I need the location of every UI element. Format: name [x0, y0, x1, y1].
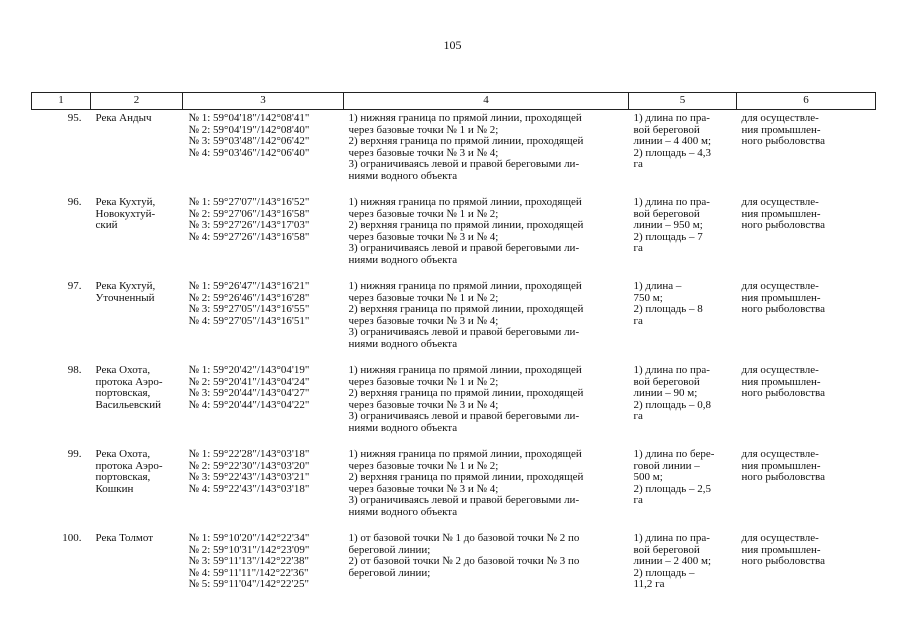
- base-point-coordinates-line: № 3: 59°22'43"/143°03'21": [188, 471, 310, 484]
- column-number-header-row: [32, 93, 876, 110]
- area-boundaries-cell: [344, 194, 629, 278]
- water-body-name-line: Новокухтуй-: [95, 207, 156, 220]
- base-point-coordinates-line: № 2: 59°26'46"/143°16'28": [188, 291, 310, 304]
- area-boundaries-line: ниями водного объекта: [348, 421, 458, 434]
- table-row: [32, 194, 876, 278]
- area-size-line: 1) длина по пра-: [633, 532, 710, 544]
- water-body-name-cell: [91, 194, 183, 278]
- column-header: 5: [629, 93, 737, 110]
- area-size-line: 2) площадь – 0,8: [633, 398, 712, 411]
- fishing-areas-table: [31, 92, 876, 623]
- area-boundaries-line: береговой линии;: [348, 566, 431, 579]
- base-point-coordinates-cell: [183, 278, 344, 362]
- base-point-coordinates-line: № 4: 59°22'43"/143°03'18": [188, 482, 310, 495]
- table-row: [32, 110, 876, 195]
- area-purpose-line: для осуществле-: [741, 532, 819, 544]
- base-point-coordinates-cell: [183, 530, 344, 623]
- water-body-name-line: Река Кухтуй,: [95, 196, 156, 208]
- water-body-name-line: ский: [95, 219, 118, 232]
- row-number: 98.: [67, 364, 82, 376]
- area-boundaries-line: 1) нижняя граница по прямой линии, проходящей: [348, 280, 582, 292]
- water-body-name-cell: [91, 530, 183, 623]
- water-body-name-line: Река Андыч: [95, 112, 152, 124]
- area-purpose-line: ного рыболовства: [741, 555, 825, 568]
- area-boundaries-line: через базовые точки № 1 и № 2;: [348, 291, 499, 304]
- table-row: [32, 278, 876, 362]
- water-body-name-line: Река Толмот: [95, 532, 154, 544]
- area-purpose-cell: [737, 362, 876, 446]
- area-purpose-line: ния промышлен-: [741, 375, 821, 388]
- column-header: 2: [91, 93, 183, 110]
- page-number: 105: [443, 38, 462, 52]
- row-number-cell: [32, 278, 91, 362]
- area-boundaries-line: 3) ограничиваясь левой и правой береговыми ли-: [348, 410, 580, 423]
- area-size-line: га: [633, 410, 643, 423]
- area-size-cell: [629, 194, 737, 278]
- area-boundaries-line: ниями водного объекта: [348, 169, 458, 182]
- water-body-name-line: Река Охота,: [95, 448, 151, 460]
- area-boundaries-line: ниями водного объекта: [348, 337, 458, 350]
- area-purpose-line: ного рыболовства: [741, 219, 825, 232]
- area-purpose-line: ного рыболовства: [741, 303, 825, 316]
- area-size-line: 2) площадь –: [633, 566, 695, 579]
- area-purpose-cell: [737, 194, 876, 278]
- area-purpose-line: ного рыболовства: [741, 471, 825, 484]
- area-size-line: 1) длина по пра-: [633, 364, 710, 376]
- area-size-line: 1) длина по пра-: [633, 112, 710, 124]
- area-purpose-line: для осуществле-: [741, 448, 819, 460]
- water-body-name-line: Река Охота,: [95, 364, 151, 376]
- water-body-name-line: протока Аэро-: [95, 375, 163, 388]
- area-boundaries-line: 2) от базовой точки № 2 до базовой точки № 3 по: [348, 555, 580, 568]
- row-number-cell: [32, 446, 91, 530]
- base-point-coordinates-line: № 2: 59°22'30"/143°03'20": [188, 459, 310, 472]
- area-size-line: га: [633, 158, 643, 171]
- base-point-coordinates-cell: [183, 110, 344, 195]
- area-size-line: говой линии –: [633, 459, 700, 472]
- column-header: 3: [183, 93, 344, 110]
- area-size-cell: [629, 446, 737, 530]
- area-size-line: 2) площадь – 7: [633, 230, 703, 243]
- table-row: [32, 446, 876, 530]
- base-point-coordinates-line: № 4: 59°03'46"/142°06'40": [188, 146, 310, 159]
- base-point-coordinates-line: № 2: 59°04'19"/142°08'40": [188, 123, 310, 136]
- area-size-line: 1) длина по пра-: [633, 196, 710, 208]
- area-boundaries-line: через базовые точки № 3 и № 4;: [348, 398, 499, 411]
- water-body-name-line: портовская,: [95, 387, 151, 400]
- row-number-cell: [32, 110, 91, 195]
- area-boundaries-cell: [344, 530, 629, 623]
- base-point-coordinates-line: № 4: 59°27'26"/143°16'58": [188, 230, 310, 243]
- area-size-line: 2) площадь – 2,5: [633, 482, 712, 495]
- area-purpose-cell: [737, 530, 876, 623]
- area-size-line: 750 м;: [633, 291, 663, 304]
- area-purpose-line: для осуществле-: [741, 112, 819, 124]
- column-header: 4: [344, 93, 629, 110]
- area-boundaries-line: 2) верхняя граница по прямой линии, проходящей: [348, 303, 584, 316]
- area-boundaries-line: 2) верхняя граница по прямой линии, проходящей: [348, 471, 584, 484]
- area-boundaries-line: через базовые точки № 1 и № 2;: [348, 459, 499, 472]
- row-number: 95.: [67, 112, 82, 124]
- area-size-line: линии – 4 400 м;: [633, 135, 712, 148]
- area-boundaries-line: береговой линии;: [348, 543, 431, 556]
- base-point-coordinates-line: № 1: 59°22'28"/143°03'18": [188, 448, 310, 460]
- water-body-name-cell: [91, 362, 183, 446]
- area-size-cell: [629, 362, 737, 446]
- water-body-name-line: Уточненный: [95, 291, 155, 304]
- area-purpose-line: ния промышлен-: [741, 459, 821, 472]
- area-size-cell: [629, 530, 737, 623]
- area-size-line: вой береговой: [633, 123, 700, 136]
- base-point-coordinates-line: № 3: 59°11'13"/142°22'38": [188, 555, 309, 568]
- area-boundaries-cell: [344, 110, 629, 195]
- area-boundaries-line: 2) верхняя граница по прямой линии, проходящей: [348, 219, 584, 232]
- row-number: 97.: [67, 280, 82, 292]
- water-body-name-cell: [91, 278, 183, 362]
- table-row: [32, 530, 876, 623]
- area-size-line: 500 м;: [633, 471, 663, 484]
- area-size-line: га: [633, 242, 643, 255]
- area-size-line: 11,2 га: [633, 578, 665, 591]
- base-point-coordinates-line: № 1: 59°10'20"/142°22'34": [188, 532, 310, 544]
- area-boundaries-line: 1) нижняя граница по прямой линии, проходящей: [348, 196, 582, 208]
- area-boundaries-line: 3) ограничиваясь левой и правой береговыми ли-: [348, 158, 580, 171]
- area-boundaries-cell: [344, 446, 629, 530]
- row-number-cell: [32, 530, 91, 623]
- area-boundaries-line: 1) от базовой точки № 1 до базовой точки № 2 по: [348, 532, 580, 544]
- base-point-coordinates-line: № 3: 59°27'26"/143°17'03": [188, 219, 310, 232]
- area-purpose-line: ния промышлен-: [741, 543, 821, 556]
- area-purpose-line: ного рыболовства: [741, 387, 825, 400]
- area-size-line: вой береговой: [633, 375, 700, 388]
- base-point-coordinates-line: № 3: 59°20'44"/143°04'27": [188, 387, 310, 400]
- table-row: [32, 362, 876, 446]
- area-size-line: вой береговой: [633, 543, 700, 556]
- base-point-coordinates-line: № 1: 59°27'07"/143°16'52": [188, 196, 310, 208]
- area-boundaries-line: 1) нижняя граница по прямой линии, проходящей: [348, 364, 582, 376]
- area-boundaries-line: через базовые точки № 1 и № 2;: [348, 207, 499, 220]
- area-boundaries-line: 3) ограничиваясь левой и правой береговыми ли-: [348, 242, 580, 255]
- water-body-name-cell: [91, 446, 183, 530]
- area-purpose-line: ния промышлен-: [741, 207, 821, 220]
- area-purpose-line: ного рыболовства: [741, 135, 825, 148]
- area-boundaries-line: 2) верхняя граница по прямой линии, проходящей: [348, 387, 584, 400]
- area-boundaries-line: 1) нижняя граница по прямой линии, проходящей: [348, 448, 582, 460]
- base-point-coordinates-cell: [183, 362, 344, 446]
- column-header: 1: [32, 93, 91, 110]
- water-body-name-line: протока Аэро-: [95, 459, 163, 472]
- area-boundaries-line: ниями водного объекта: [348, 253, 458, 266]
- area-boundaries-line: 2) верхняя граница по прямой линии, проходящей: [348, 135, 584, 148]
- area-purpose-line: ния промышлен-: [741, 123, 821, 136]
- column-header: 6: [737, 93, 876, 110]
- row-number: 96.: [67, 196, 82, 208]
- row-number: 99.: [67, 448, 82, 460]
- water-body-name-line: Река Кухтуй,: [95, 280, 156, 292]
- area-size-line: га: [633, 494, 643, 507]
- area-purpose-line: для осуществле-: [741, 364, 819, 376]
- base-point-coordinates-line: № 2: 59°20'41"/143°04'24": [188, 375, 310, 388]
- area-purpose-line: для осуществле-: [741, 196, 819, 208]
- base-point-coordinates-line: № 2: 59°10'31"/142°23'09": [188, 543, 310, 556]
- base-point-coordinates-line: № 4: 59°11'11"/142°22'36": [188, 566, 309, 579]
- base-point-coordinates-cell: [183, 446, 344, 530]
- row-number-cell: [32, 362, 91, 446]
- area-boundaries-line: через базовые точки № 1 и № 2;: [348, 123, 499, 136]
- area-boundaries-line: 3) ограничиваясь левой и правой береговыми ли-: [348, 494, 580, 507]
- area-size-line: га: [633, 314, 643, 327]
- water-body-name-cell: [91, 110, 183, 195]
- water-body-name-line: портовская,: [95, 471, 151, 484]
- area-size-line: 1) длина –: [633, 280, 682, 292]
- base-point-coordinates-cell: [183, 194, 344, 278]
- area-boundaries-line: через базовые точки № 1 и № 2;: [348, 375, 499, 388]
- area-boundaries-line: через базовые точки № 3 и № 4;: [348, 482, 499, 495]
- base-point-coordinates-line: № 2: 59°27'06"/143°16'58": [188, 207, 310, 220]
- area-size-line: 2) площадь – 8: [633, 303, 703, 316]
- row-number: 100.: [62, 532, 82, 544]
- area-boundaries-line: ниями водного объекта: [348, 505, 458, 518]
- area-boundaries-line: через базовые точки № 3 и № 4;: [348, 314, 499, 327]
- area-boundaries-line: 3) ограничиваясь левой и правой береговыми ли-: [348, 326, 580, 339]
- area-size-line: линии – 950 м;: [633, 219, 703, 232]
- area-size-line: 1) длина по бере-: [633, 448, 715, 460]
- base-point-coordinates-line: № 1: 59°04'18"/142°08'41": [188, 112, 310, 124]
- area-size-line: 2) площадь – 4,3: [633, 146, 712, 159]
- area-purpose-line: для осуществле-: [741, 280, 819, 292]
- area-size-line: вой береговой: [633, 207, 700, 220]
- base-point-coordinates-line: № 3: 59°03'48"/142°06'42": [188, 135, 310, 148]
- area-boundaries-line: через базовые точки № 3 и № 4;: [348, 230, 499, 243]
- base-point-coordinates-line: № 1: 59°20'42"/143°04'19": [188, 364, 310, 376]
- base-point-coordinates-line: № 1: 59°26'47"/143°16'21": [188, 280, 310, 292]
- area-purpose-line: ния промышлен-: [741, 291, 821, 304]
- row-number-cell: [32, 194, 91, 278]
- water-body-name-line: Кошкин: [95, 482, 134, 495]
- area-boundaries-line: 1) нижняя граница по прямой линии, проходящей: [348, 112, 582, 124]
- base-point-coordinates-line: № 4: 59°27'05"/143°16'51": [188, 314, 310, 327]
- area-boundaries-line: через базовые точки № 3 и № 4;: [348, 146, 499, 159]
- water-body-name-line: Васильевский: [95, 398, 162, 411]
- area-purpose-cell: [737, 278, 876, 362]
- base-point-coordinates-line: № 3: 59°27'05"/143°16'55": [188, 303, 310, 316]
- table-body: [32, 110, 876, 624]
- area-boundaries-cell: [344, 278, 629, 362]
- base-point-coordinates-line: № 4: 59°20'44"/143°04'22": [188, 398, 310, 411]
- base-point-coordinates-line: № 5: 59°11'04"/142°22'25": [188, 578, 309, 591]
- area-size-cell: [629, 110, 737, 195]
- area-size-line: линии – 90 м;: [633, 387, 698, 400]
- area-purpose-cell: [737, 446, 876, 530]
- area-purpose-cell: [737, 110, 876, 195]
- area-boundaries-cell: [344, 362, 629, 446]
- area-size-line: линии – 2 400 м;: [633, 555, 712, 568]
- area-size-cell: [629, 278, 737, 362]
